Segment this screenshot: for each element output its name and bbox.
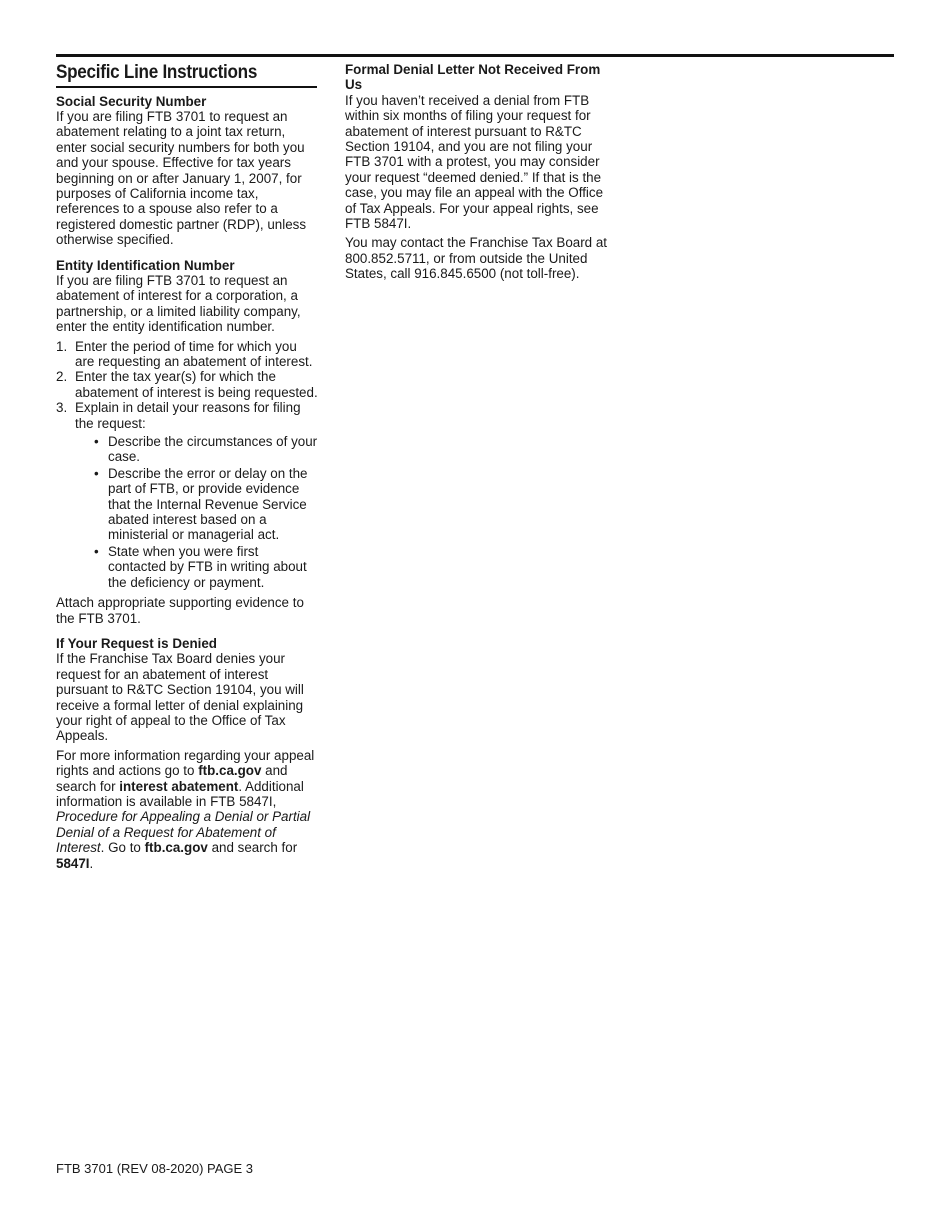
section-title: Specific Line Instructions — [56, 62, 258, 83]
bullet-text: Describe the error or delay on the part of FTB, or provide evidence that the Internal Revenue Service abated interest based on a ministerial or managerial act. — [108, 465, 308, 543]
step-number: 3. — [56, 400, 68, 416]
ein-body: If you are filing FTB 3701 to request an abatement of interest for a corporation, a partnership, or a limited liability company, enter the entity identification number. — [56, 272, 301, 335]
formal-denial-heading: Formal Denial Letter Not Received From Us — [345, 62, 601, 93]
title-rule — [56, 86, 317, 88]
more-info-text: . — [89, 855, 94, 871]
page-footer: FTB 3701 (REV 08-2020) PAGE 3 — [56, 1161, 254, 1176]
denied-heading: If Your Request is Denied — [56, 635, 217, 651]
ssn-heading: Social Security Number — [56, 93, 207, 109]
ssn-body: If you are filing FTB 3701 to request an abatement relating to a joint tax return, enter social security numbers for both you and your spouse. Effective for tax years beginning on or after January 1, 2007, for purposes of California income tax, references to a spouse also refer to a registered domestic partner (RDP), unless otherwise specified. — [56, 108, 307, 248]
contact-paragraph: You may contact the Franchise Tax Board at 800.852.5711, or from outside the United States, call 916.845.6500 (not toll-free). — [345, 235, 608, 282]
reasons-list — [75, 434, 318, 590]
more-info-text: For more information regarding your appeal rights and actions go to — [56, 747, 315, 779]
ftb-link[interactable]: ftb.ca.gov — [198, 763, 262, 779]
bullet-icon: • — [94, 465, 99, 481]
attach-evidence-text: Attach appropriate supporting evidence to the FTB 3701. — [56, 595, 304, 626]
bullet-text: State when you were first contacted by FTB in writing about the deficiency or payment. — [108, 543, 307, 590]
bullet-icon: • — [94, 543, 99, 559]
left-column — [56, 62, 318, 871]
formal-denial-section — [345, 62, 607, 282]
more-info-text: and search for — [56, 763, 288, 794]
step-item — [56, 339, 318, 370]
bullet-icon: • — [94, 434, 99, 450]
denied-body: If the Franchise Tax Board denies your request for an abatement of interest pursuant to R&TC Section 19104, you will receive a formal letter of denial explaining your right of appeal to the Office of Tax Appeals. — [56, 651, 304, 744]
bullet-item — [94, 544, 318, 590]
publication-title: Procedure for Appealing a Denial or Partial Denial of a Request for Abatement of Interest — [56, 809, 311, 856]
step-text: Enter the period of time for which you are requesting an abatement of interest. — [75, 338, 313, 369]
top-rule — [56, 54, 894, 57]
step-text: Explain in detail your reasons for filing the request: — [75, 400, 301, 431]
step-text: Enter the tax year(s) for which the abatement of interest is being requested. — [75, 369, 318, 400]
ein-heading: Entity Identification Number — [56, 257, 235, 273]
step-item — [56, 369, 318, 400]
formal-denial-body: If you haven’t received a denial from FTB within six months of filing your request for abatement of interest pursuant to R&TC Section 19104, and you are not filing your FTB 3701 with a protest, you may consider your request “deemed denied.” If that is the case, you may file an appeal with the Office of Tax Appeals. For your appeal rights, see FTB 5847I. — [345, 92, 604, 232]
search-term-5847i: 5847I — [56, 855, 90, 871]
more-info-text: . Additional information is available in FTB 5847I, — [56, 778, 304, 809]
more-info-paragraph — [56, 748, 318, 871]
more-info-text: . Go to — [100, 840, 145, 856]
search-term-interest-abatement: interest abatement — [119, 778, 239, 794]
denied-section — [56, 636, 318, 871]
ssn-section — [56, 94, 318, 248]
middle-column — [345, 62, 607, 282]
bullet-text: Describe the circumstances of your case. — [108, 434, 318, 465]
step-number: 1. — [56, 338, 68, 354]
ein-section — [56, 258, 318, 335]
instruction-steps — [56, 339, 318, 591]
more-info-text: and search for — [207, 840, 298, 856]
step-number: 2. — [56, 369, 68, 385]
bullet-item — [94, 466, 318, 543]
step-item — [56, 400, 318, 590]
bullet-item — [94, 434, 318, 465]
ftb-link[interactable]: ftb.ca.gov — [144, 840, 208, 856]
